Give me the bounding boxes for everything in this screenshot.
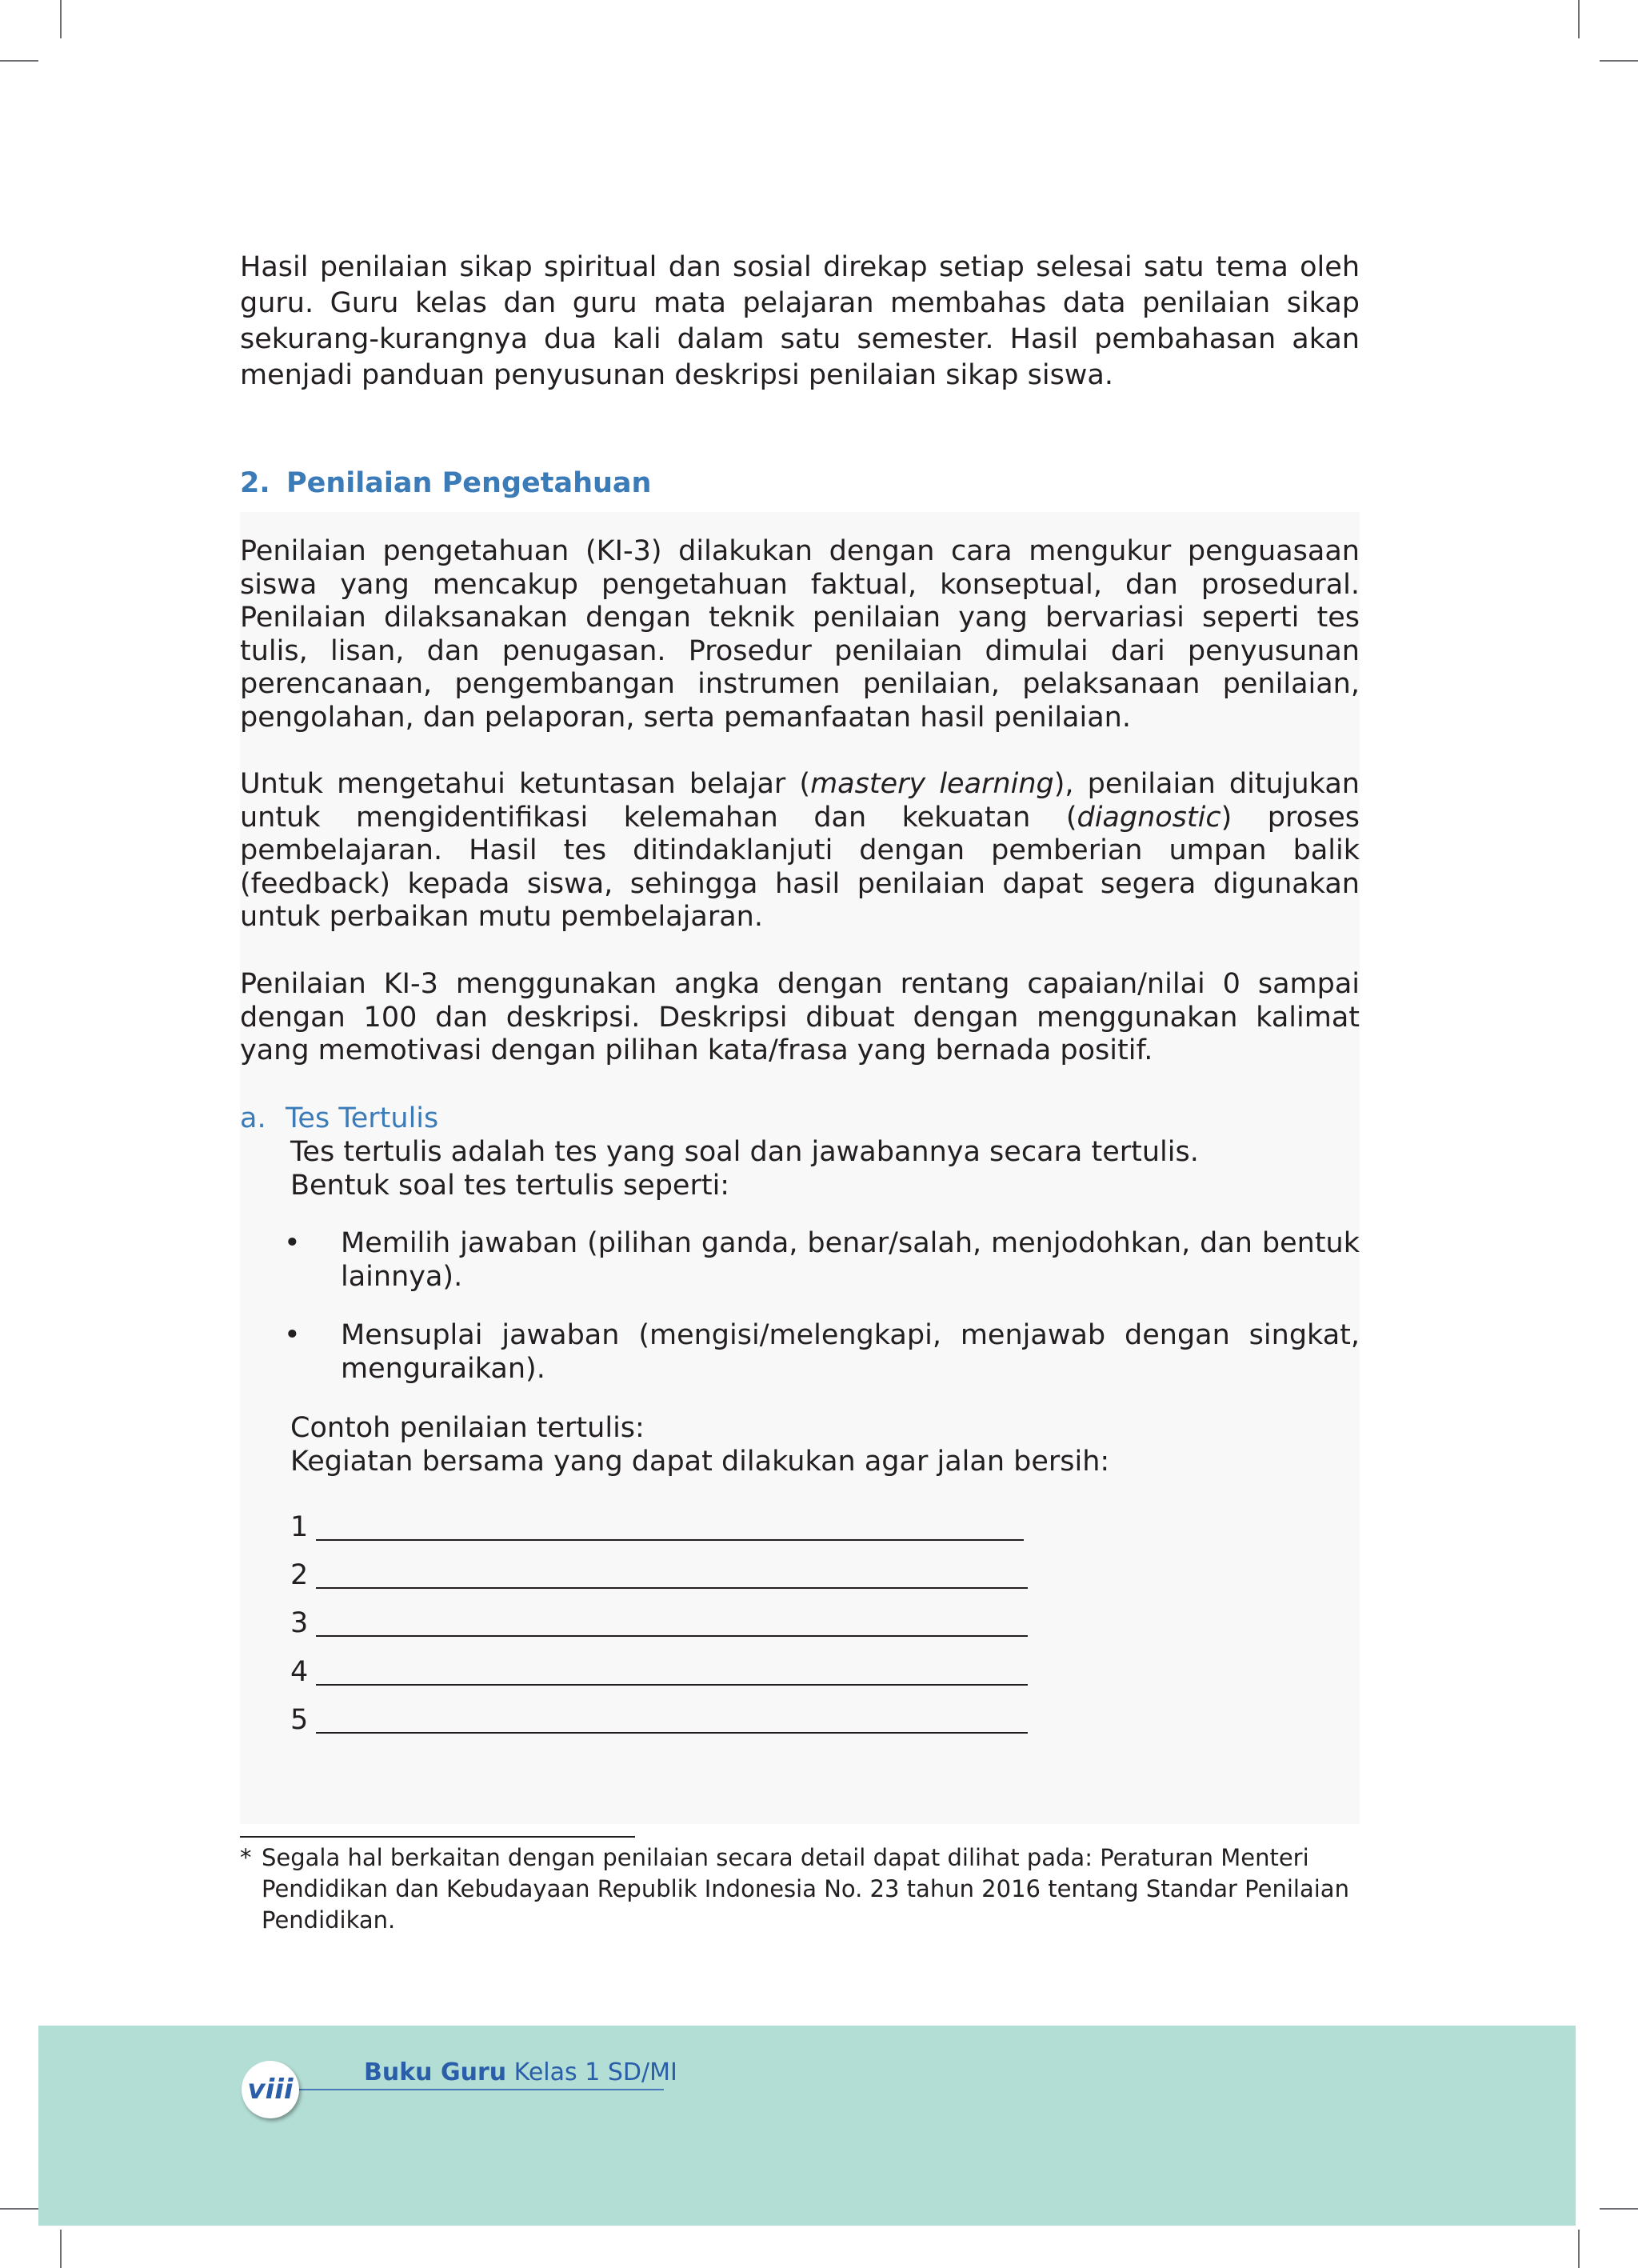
paragraph-3-block [240, 968, 1360, 1068]
paragraph-2-text: Untuk mengetahui ketuntasan belajar ( [240, 768, 811, 800]
paragraph-2-block [240, 768, 1360, 934]
paragraph-2-text: ), penilaian ditujukan untuk mengidentifikasi kelemahan dan kekuatan ( [240, 768, 1360, 834]
page-number-badge [242, 2061, 299, 2118]
paragraph-2-text: ) proses pembelajaran. Hasil tes ditindaklanjuti dengan pemberian umpan balik (feedback) kepada siswa, sehingga hasil penilaian dapat segera digunakan untuk perbaikan mutu pembelajaran. [240, 801, 1360, 933]
example-prompt: Kegiatan bersama yang dapat dilakukan agar jalan bersih: [290, 1446, 1110, 1478]
bullet-icon: • [284, 1319, 301, 1351]
bullet-text: Memilih jawaban (pilihan ganda, benar/salah, menjodohkan, dan bentuk lainnya). [341, 1227, 1360, 1293]
subsection-title: Tes Tertulis [286, 1102, 439, 1134]
paragraph-1-block [240, 535, 1360, 734]
section-number: 2. [240, 467, 270, 499]
intro-paragraph: Hasil penilaian sikap spiritual dan sosial direkap setiap selesai satu tema oleh guru. Guru kelas dan guru mata pelajaran membahas data penilaian sikap sekurang-kurangnya dua kali dalam satu semester. Hasil pembahasan akan menjadi panduan penyusunan deskripsi penilaian sikap siswa. [240, 251, 1360, 391]
mastery-learning-term: mastery learning [810, 768, 1054, 800]
diagnostic-term: diagnostic [1077, 801, 1221, 834]
crop-mark [1578, 0, 1580, 38]
crop-mark [60, 0, 62, 38]
answer-number: 5 [290, 1704, 309, 1736]
bullet-icon: • [284, 1227, 301, 1259]
answer-blank [316, 1587, 1028, 1589]
footer-band [38, 2026, 1576, 2226]
subsection-heading [240, 1102, 438, 1135]
footer-underline [296, 2089, 664, 2090]
answer-number: 1 [290, 1511, 309, 1543]
footnote-divider [240, 1836, 635, 1838]
crop-mark [0, 60, 38, 62]
answer-number: 2 [290, 1559, 309, 1591]
crop-mark [60, 2230, 62, 2268]
crop-mark [0, 2208, 38, 2210]
page-number: viii [247, 2074, 294, 2106]
answer-number: 4 [290, 1656, 309, 1688]
crop-mark [1600, 2208, 1638, 2210]
knowledge-paragraph-1: Penilaian pengetahuan (KI-3) dilakukan dengan cara mengukur penguasaan siswa yang mencakup pengetahuan faktual, konseptual, dan prosedural. Penilaian dilaksanakan dengan teknik penilaian yang bervariasi seperti tes tulis, lisan, dan penugasan. Prosedur penilaian dimulai dari penyusunan perencanaan, pengembangan instrumen penilaian, pelaksanaan penilaian, pengolahan, dan pelaporan, serta pemanfaatan hasil penilaian. [240, 535, 1360, 734]
footnote-marker: * [240, 1844, 252, 1871]
footer-book-bold: Buku Guru [364, 2058, 507, 2086]
list-item [284, 1226, 1360, 1294]
bullet-text: Mensuplai jawaban (mengisi/melengkapi, menjawab dengan singkat, menguraikan). [341, 1319, 1360, 1385]
answer-blank [316, 1635, 1028, 1637]
footnote-text: Segala hal berkaitan dengan penilaian secara detail dapat dilihat pada: Peraturan Menteri Pendidikan dan Kebudayaan Republik Indonesia No. 23 tahun 2016 tentang Standar Penilaian Pendidikan. [262, 1844, 1349, 1934]
answer-blank [316, 1684, 1028, 1686]
example-title: Contoh penilaian tertulis: [290, 1412, 645, 1444]
section-heading [240, 466, 651, 502]
written-test-definition: Tes tertulis adalah tes yang soal dan jawabannya secara tertulis. [290, 1136, 1199, 1168]
footnote [240, 1842, 1360, 1936]
knowledge-paragraph-3: Penilaian KI-3 menggunakan angka dengan rentang capaian/nilai 0 sampai dengan 100 dan deskripsi. Deskripsi dibuat dengan menggunakan kalimat yang memotivasi dengan pilihan kata/frasa yang bernada positif. [240, 968, 1360, 1066]
footer-book-grade: Kelas 1 SD/MI [513, 2058, 677, 2086]
intro-block [240, 250, 1360, 394]
footer-book-title [364, 2058, 677, 2087]
answer-blank [316, 1539, 1024, 1541]
crop-mark [1600, 60, 1638, 62]
subsection-letter: a. [240, 1102, 266, 1134]
answer-number: 3 [290, 1607, 309, 1639]
section-title: Penilaian Pengetahuan [286, 467, 652, 499]
list-item [284, 1318, 1360, 1386]
answer-blank [316, 1732, 1028, 1734]
question-forms-intro: Bentuk soal tes tertulis seperti: [290, 1170, 730, 1202]
crop-mark [1578, 2230, 1580, 2268]
knowledge-paragraph-2 [240, 768, 1360, 934]
